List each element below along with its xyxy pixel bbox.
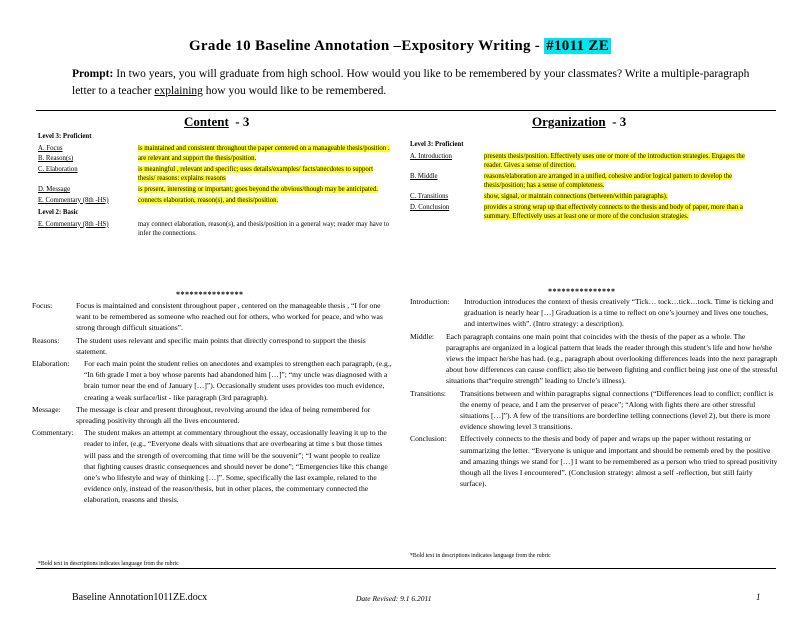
content-level3: Level 3: Proficient [38, 133, 92, 140]
rubric-item-reasons: B. Reason(s) are relevant and support the thesis/position. [38, 155, 257, 163]
rubric-item-middle: B. Middle reasons/elaboration are arranged in a unified, cohesive and/or logical pattern to develop the thesis/position; has a sense of completeness. [410, 172, 733, 190]
annotation-middle: Middle: Each paragraph contains one main point that coincides with the thesis of the paper as a whole. The paragraphs are organized in a logical pattern that leads the reader through this student’s life and how he/she views the impact he/she has had. (e.g., paragraph about overlooking differences leads into the next paragraph about how differences can cause conflict; also tie between fighting and conflict being just one of the stressful situations that“require strength” leading to Uncle’s illness). [410, 331, 778, 386]
annotation-commentary: Commentary: The student makes an attempt at commentary throughout the essay, occasionally leaving it up to the reader to infer, (e.g., “Everyone deals with situations that are overbearing at time s but those times will pass and the strength of overcoming that time will be the souvenir”; “I want people to realize that fighting causes drastic consequences and should never be done”; “Emergencies like this change one’s who lifestyle and way of thinking […]”. Some, specifically the last example, related to the evidence only, instead of the reason/thesis, but in other places, the commentary connected the elaboration, reasons and thesis. [32, 428, 388, 505]
divider-top [36, 110, 776, 111]
organization-separator: *************** [548, 287, 616, 296]
annotation-focus: Focus: Focus is maintained and consistent throughout paper , centered on the manageable thesis , “I for one want to be remembered as someone who reached out for others, who worked for peace, and who was strong through difficult situations”. [32, 301, 383, 333]
content-annotation [32, 300, 392, 507]
prompt-text-end: how you would like to be remembered. [205, 85, 387, 97]
annotation-reasons: Reasons: The student uses relevant and specific main points that directly correspond to support the thesis statement. [32, 335, 366, 356]
prompt-text: In two years, you will graduate from high school. How would you like to be remembered by your classmates? Write a multiple-paragraph letter to a teacher [72, 68, 750, 97]
content-heading: Content - 3 [184, 114, 250, 129]
rubric-item-commentary: E. Commentary (8th -HS) connects elaboration, reason(s), and thesis/position. [38, 196, 279, 204]
document-title [0, 38, 800, 55]
prompt-label: Prompt: [72, 68, 114, 80]
content-level2: Level 2: Basic [38, 209, 79, 217]
rubric-item-introduction: A. Introduction presents thesis/position. Effectively uses one or more of the introduction strategies. Engages the reader. Gives a sense of direction. [410, 152, 745, 170]
annotation-introduction: Introduction: Introduction introduces the context of thesis creatively “Tick… tock…tick…tock. Time is ticking and graduation is nearly hear […] Graduation is a time to reflect on one’s journey and lives one touches, and intertwines with”. (Intro strategy: a description). [410, 297, 774, 329]
annotation-transitions: Transitions: Transitions between and within paragraphs signal connections (“Differences lead to conflict; conflict is the enemy of peace, and I am the preserver of peace”; “Along with fights there are other stressful situations […]”). A few of the transitions are borderline telling connections (level 2), but there is more evidence showing level 3 transitions. [410, 388, 774, 432]
organization-rubric [410, 140, 750, 223]
title-text: Grade 10 Baseline Annotation –Expository Writing - [188, 38, 541, 54]
content-separator: *************** [176, 290, 244, 299]
content-footnote: *Bold text in descriptions indicates language from the rubric [38, 561, 179, 567]
divider-bottom [36, 568, 776, 569]
organization-heading: Organization - 3 [532, 114, 627, 129]
footer-date: Date Revised: 9.1 6.2011 [356, 594, 432, 603]
rubric-item-elaboration: C. Elaboration is meaningful , relevant and specific; uses details/examples/ facts/anecdotes to support thesis/ reasons: explains reasons [38, 165, 373, 183]
annotation-message: Message: The message is clear and present throughout, revolving around the idea of being remembered for spreading positivity through all the lives encountered. [32, 404, 371, 426]
rubric-item-message: D. Message is present, interesting or important; goes beyond the obvious/though may be anticipated. [38, 185, 378, 193]
rubric-item-commentary-basic: E. Commentary (8th -HS) may connect elaboration, reason(s), and thesis/position in a general way; reader may have to infer the connections. [38, 220, 390, 238]
prompt-underlined-word: explaining [154, 85, 203, 97]
prompt [72, 66, 752, 100]
rubric-item-conclusion: D. Conclusion provides a strong wrap up that effectively connects to the thesis and body of paper, more than a summary. Effectively uses at least one or more of the conclusion strategies. [410, 203, 743, 221]
annotation-conclusion: Conclusion: Effectively connects to the thesis and body of paper and wraps up the paper without restating or summarizing the letter. “Everyone is unique and important and should be rememb ered by the positive and amazing things we stand for […] I want to be remembered as a person who tried to spread positivity though all the lives I encountered”. (Conclusion strategy: almost a self -reflection, but still fairly surface). [410, 434, 778, 489]
organization-annotation [410, 296, 778, 490]
organization-footnote: *Bold text in descriptions indicates language from the rubric [410, 553, 551, 559]
annotation-elaboration: Elaboration: For each main point the student relies on anecdotes and examples to strengthen each paragraph, (e.g., “In 6th grade I met a boy whose parents had abandoned him […]”; “my uncle was diagnosed with a brain tumor near the end of January […]”). Occasionally student uses provides too much evidence, creating a weak surface/list - like paragraph (3rd paragraph). [32, 359, 392, 402]
footer-page-number: 1 [756, 592, 761, 602]
content-rubric [38, 132, 390, 240]
footer-filename: Baseline Annotation1011ZE.docx [72, 592, 208, 603]
organization-level3: Level 3: Proficient [410, 141, 464, 148]
rubric-item-transitions: C. Transitions show, signal, or maintain connections (between/within paragraphs). [410, 192, 668, 200]
document-id: #1011 ZE [546, 38, 610, 54]
rubric-item-focus: A. Focus is maintained and consistent throughout the paper centered on a manageable thesis/position . [38, 144, 390, 152]
